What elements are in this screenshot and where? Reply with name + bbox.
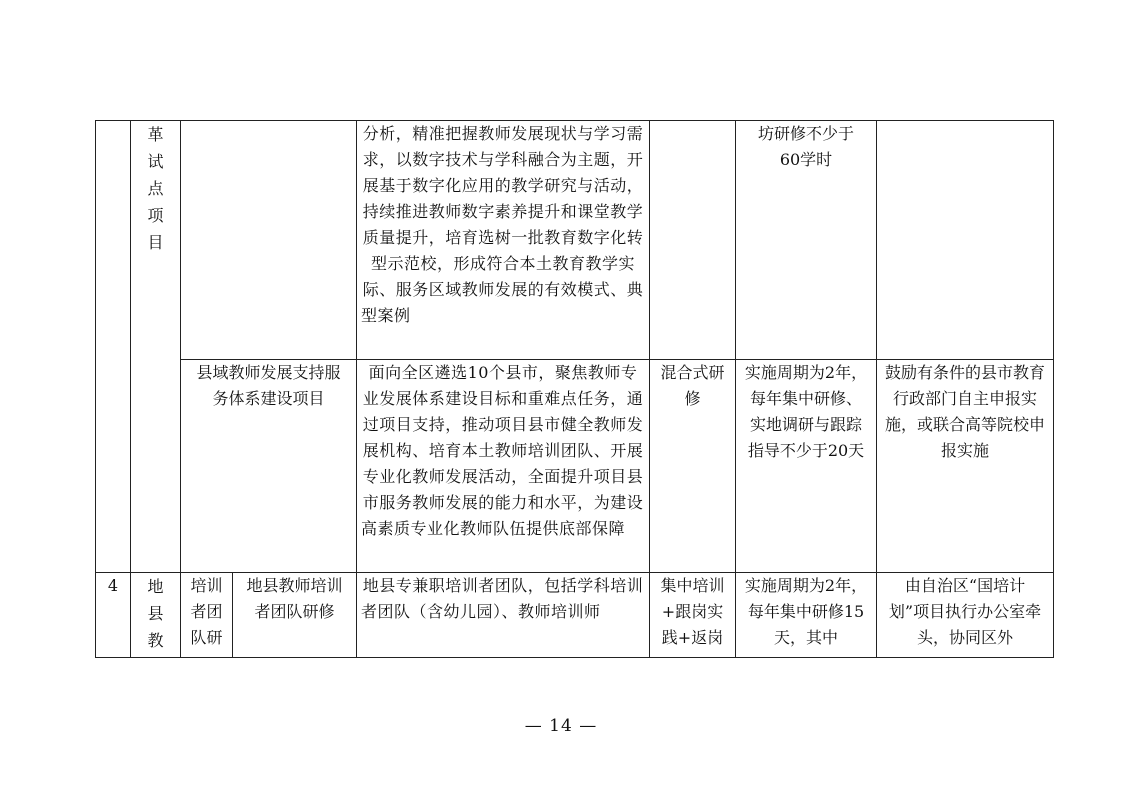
category-text: 革试点项目	[147, 125, 164, 252]
period-cell	[736, 360, 877, 573]
mode-cell	[650, 360, 736, 573]
period-cell	[736, 121, 877, 360]
category-text: 地县教	[147, 577, 164, 650]
mode-text: 混合式研修	[660, 363, 725, 408]
note-text: 鼓励有条件的县市教育行政部门自主申报实施，或联合高等院校申报实施	[885, 363, 1046, 460]
period-text: 坊研修不少于60学时	[758, 124, 855, 169]
content-cell	[357, 573, 650, 658]
project-name-text: 地县教师培训者团队研修	[246, 576, 343, 621]
table-row	[96, 360, 1054, 573]
content-cell	[357, 121, 650, 360]
category-cell	[131, 121, 181, 573]
period-text: 实施周期为2年，每年集中研修15天，其中	[744, 576, 868, 647]
page-number: — 14 —	[524, 716, 598, 736]
subcategory-text: 培训者团队研	[190, 576, 223, 647]
number-cell	[96, 121, 131, 573]
project-name-text: 县域教师发展支持服务体系建设项目	[196, 363, 341, 408]
project-name-cell	[181, 360, 357, 573]
project-table	[95, 120, 1054, 658]
table-row	[96, 121, 1054, 360]
table-row	[96, 573, 1054, 658]
note-cell	[877, 360, 1054, 573]
mode-text: 集中培训+跟岗实践+返岗	[660, 576, 725, 647]
mode-cell	[650, 573, 736, 658]
category-cell	[131, 573, 181, 658]
period-cell	[736, 573, 877, 658]
content-text: 面向全区遴选10个县市，聚焦教师专业发展体系建设目标和重难点任务，通过项目支持，推动项目县市健全教师发展机构、培育本土教师培训团队、开展专业化教师发展活动，全面提升项目县市服务教师发展的能力和水平，为建设高素质专业化教师队伍提供底部保障	[361, 363, 644, 538]
note-cell	[877, 121, 1054, 360]
project-name-cell	[181, 121, 357, 360]
project-name-cell	[233, 573, 357, 658]
mode-cell	[650, 121, 736, 360]
period-text: 实施周期为2年，每年集中研修、实地调研与跟踪指导不少于20天	[744, 363, 868, 460]
content-text: 地县专兼职培训者团队，包括学科培训者团队（含幼儿园）、教师培训师	[361, 576, 644, 621]
subcategory-cell	[181, 573, 233, 658]
row-number: 4	[107, 576, 119, 595]
note-cell	[877, 573, 1054, 658]
note-text: 由自治区“国培计划”项目执行办公室牵头，协同区外	[888, 576, 1042, 647]
content-cell	[357, 360, 650, 573]
content-text: 分析，精准把握教师发展现状与学习需求，以数字技术与学科融合为主题，开展基于数字化应用的教学研究与活动，持续推进教师数字素养提升和课堂教学质量提升，培育选树一批教育数字化转型示范校，形成符合本土教育教学实际、服务区域教师发展的有效模式、典型案例	[361, 124, 644, 325]
number-cell	[96, 573, 131, 658]
